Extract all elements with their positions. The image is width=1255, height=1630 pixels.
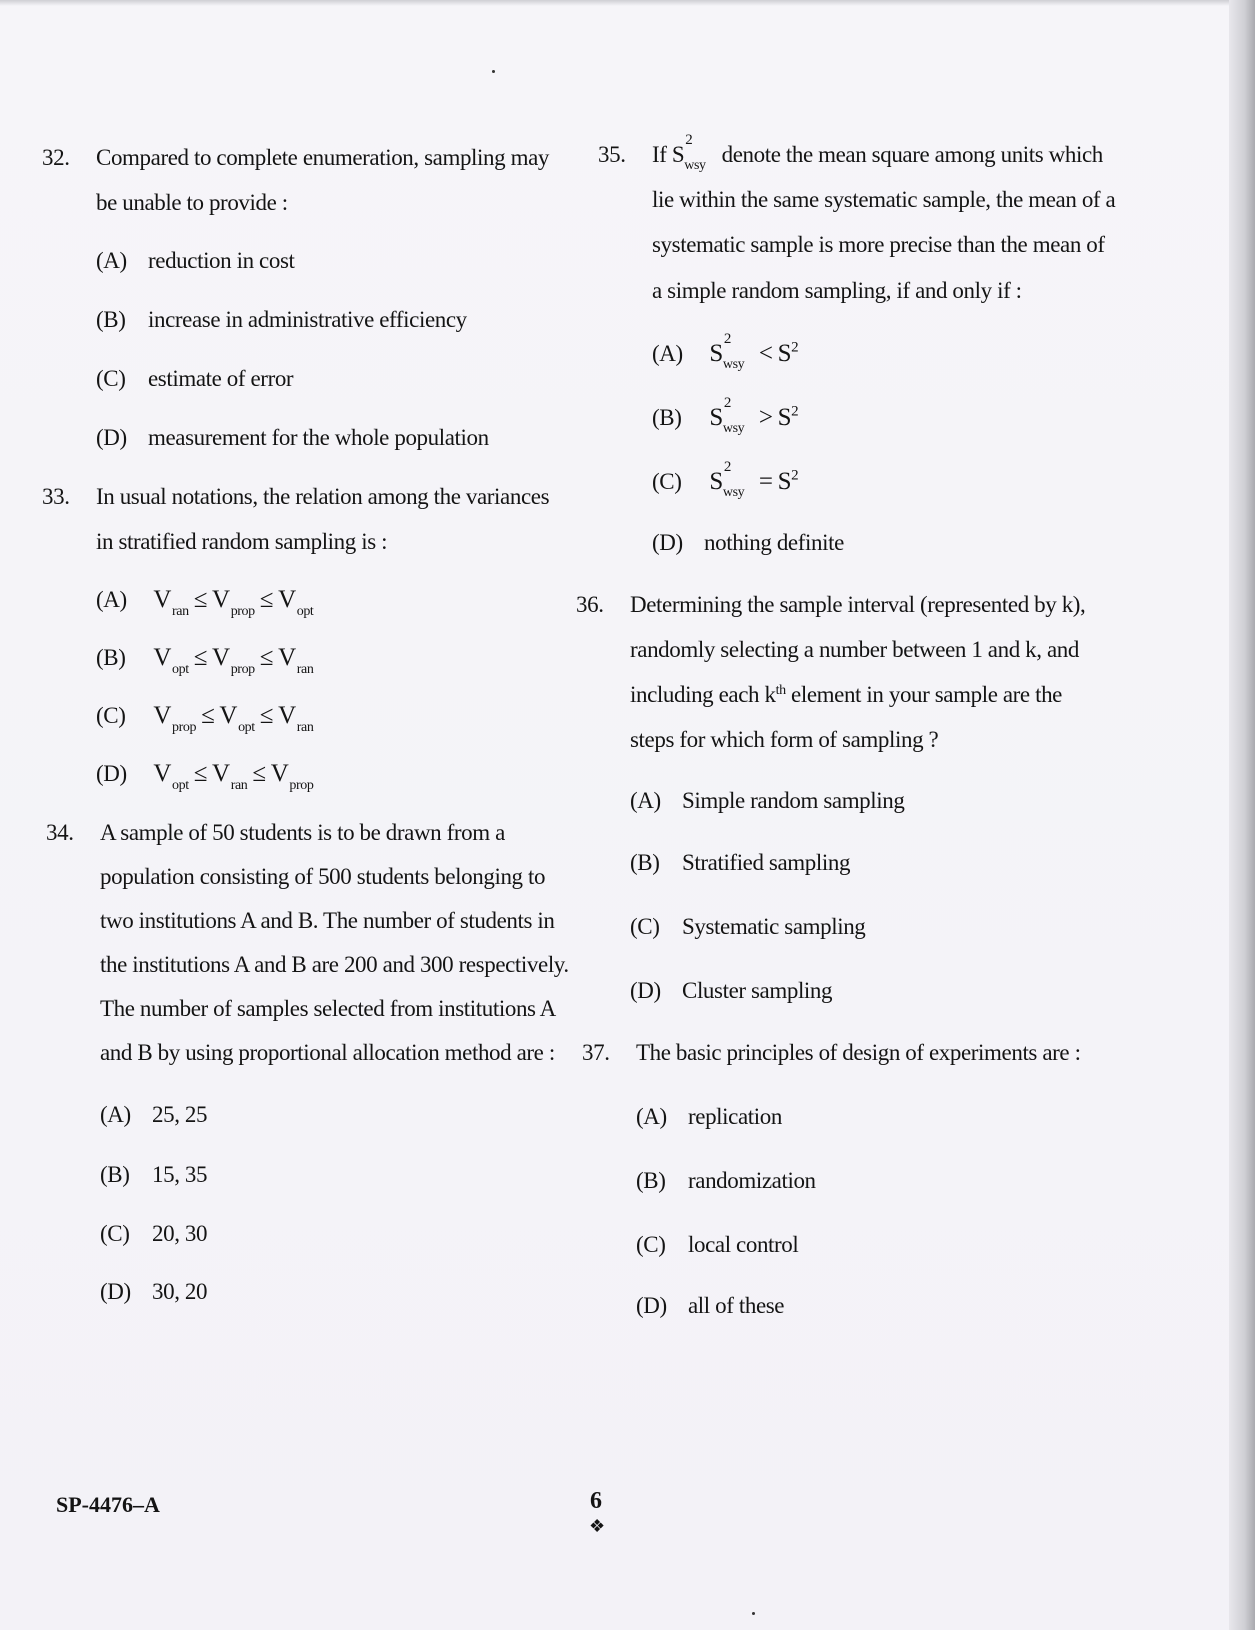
option-a: (A) 25, 25 [100, 1102, 208, 1127]
variance-relation: $V_{opt} \le V_{ran} \le V_{prop}$ [153, 760, 314, 793]
option-a: (A) S 2 wsy < $S^2$ [652, 331, 799, 373]
question-number: 36. [576, 592, 604, 617]
variance-relation: $V_{ran} \le V_{prop} \le V_{opt}$ [153, 586, 314, 619]
option-d: (D) 30, 20 [100, 1279, 208, 1304]
option-c: (C) 20, 30 [100, 1221, 208, 1246]
question-text-line: randomly selecting a number between 1 and k, and [630, 637, 1079, 662]
option-a: (A) replication [636, 1104, 782, 1129]
question-text-line: and B by using proportional allocation method are : [100, 1040, 555, 1065]
option-c: (C) $V_{prop} \le V_{opt} \le V_{ran}$ [96, 702, 314, 735]
option-d: (D) measurement for the whole population [96, 425, 489, 450]
question-text-line: lie within the same systematic sample, the mean of a [652, 187, 1116, 212]
question-number: 35. [598, 142, 626, 167]
option-d: (D) $V_{opt} \le V_{ran} \le V_{prop}$ [96, 760, 314, 793]
question-number: 37. [582, 1040, 610, 1065]
page-number: 6 [590, 1488, 602, 1514]
option-c: (C) Systematic sampling [630, 914, 866, 939]
question-text-line: Determining the sample interval (represented by k), [630, 592, 1086, 617]
question-text-line: Compared to complete enumeration, sampling may [96, 145, 549, 170]
option-b: (B) Stratified sampling [630, 850, 851, 875]
option-b: (B) $V_{opt} \le V_{prop} \le V_{ran}$ [96, 644, 314, 677]
question-text-line: The number of samples selected from institutions A [100, 996, 556, 1021]
question-text-line: systematic sample is more precise than the mean of [652, 232, 1105, 257]
question-text-line: the institutions A and B are 200 and 300 respectively. [100, 952, 569, 977]
question-text-line: in stratified random sampling is : [96, 529, 388, 554]
option-d: (D) all of these [636, 1293, 785, 1318]
option-d: (D) nothing definite [652, 530, 844, 555]
question-number: 32. [42, 145, 70, 170]
question-text-line: A sample of 50 students is to be drawn from a [100, 820, 505, 845]
option-c: (C) local control [636, 1232, 799, 1257]
page-top-edge [0, 0, 1255, 6]
scan-speck [752, 1612, 755, 1615]
question-text-line: If S 2 wsy denote the mean square among units which [652, 132, 1103, 173]
question-text-line: including each $k^{th}$ element in your sample are the [630, 682, 1062, 707]
option-b: (B) 15, 35 [100, 1162, 208, 1187]
question-number: 33. [42, 484, 70, 509]
option-a: (A) $V_{ran} \le V_{prop} \le V_{opt}$ [96, 586, 314, 619]
variance-relation: $V_{prop} \le V_{opt} \le V_{ran}$ [153, 702, 314, 735]
mean-square-relation: S 2 wsy < $S^2$ [709, 331, 799, 373]
question-text-line: In usual notations, the relation among the variances [96, 484, 550, 509]
option-c: (C) estimate of error [96, 366, 294, 391]
option-a: (A) reduction in cost [96, 248, 295, 273]
question-text-line: population consisting of 500 students belonging to [100, 864, 546, 889]
variance-relation: $V_{opt} \le V_{prop} \le V_{ran}$ [153, 644, 314, 677]
option-b: (B) increase in administrative efficiency [96, 307, 467, 332]
option-a: (A) Simple random sampling [630, 788, 905, 813]
option-d: (D) Cluster sampling [630, 978, 833, 1003]
option-c: (C) S 2 wsy = $S^2$ [652, 459, 799, 501]
mean-square-relation: S 2 wsy > $S^2$ [709, 395, 799, 437]
question-text-line: be unable to provide : [96, 190, 288, 215]
option-b: (B) randomization [636, 1168, 816, 1193]
question-text-line: two institutions A and B. The number of students in [100, 908, 555, 933]
page-right-edge [1229, 0, 1255, 1630]
question-number: 34. [46, 820, 74, 845]
question-text-line: The basic principles of design of experiments are : [636, 1040, 1081, 1065]
mean-square-relation: S 2 wsy = $S^2$ [709, 459, 799, 501]
option-b: (B) S 2 wsy > $S^2$ [652, 395, 799, 437]
paper-code: SP-4476–A [56, 1492, 160, 1517]
scan-speck [492, 70, 495, 73]
ornament-icon: ❖ [589, 1516, 606, 1536]
question-text-line: steps for which form of sampling ? [630, 727, 939, 752]
question-text-line: a simple random sampling, if and only if : [652, 278, 1022, 303]
